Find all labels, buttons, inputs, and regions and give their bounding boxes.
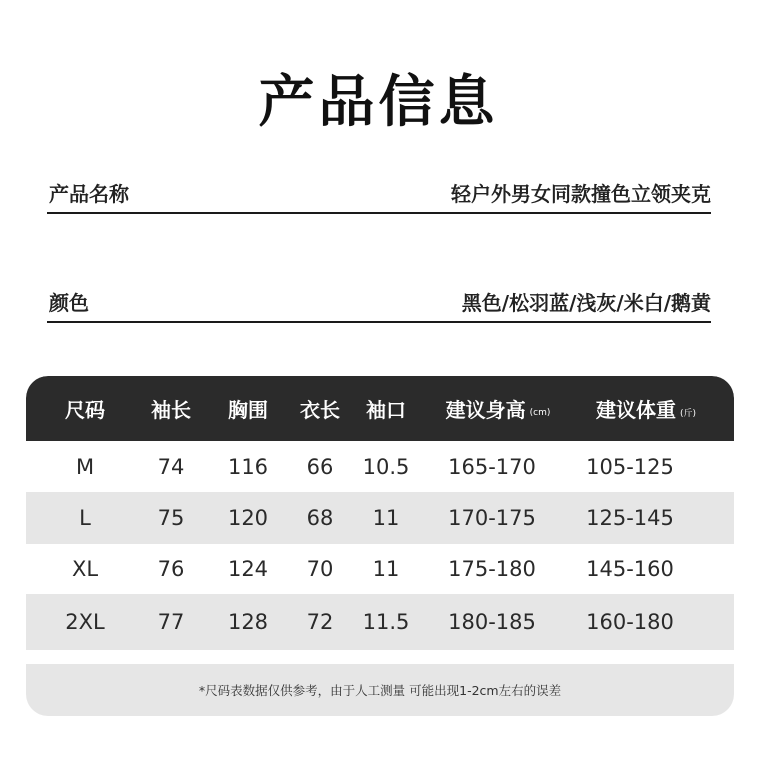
table-cell: 105-125 [586, 454, 674, 479]
table-cell: 128 [227, 610, 269, 634]
table-row [26, 441, 734, 492]
color-row [47, 285, 711, 323]
table-cell: 75 [157, 506, 185, 530]
table-spacer [26, 650, 734, 664]
table-cell: 76 [157, 557, 185, 581]
table-cell: 11 [372, 506, 400, 530]
header-cuff: 袖口 [366, 398, 406, 422]
table-cell: M [75, 454, 95, 479]
table-cell: 11.5 [362, 610, 410, 634]
header-length: 衣长 [300, 398, 340, 422]
header-height-label: 建议身高 [445, 398, 526, 422]
product-name-label: 产品名称 [49, 182, 129, 206]
table-cell: 180-185 [448, 610, 536, 634]
product-name-value: 轻户外男女同款撞色立领夹克 [451, 182, 711, 206]
header-height [418, 376, 578, 441]
color-value: 黑色/松羽蓝/浅灰/米白/鹅黄 [461, 291, 711, 315]
header-weight-label: 建议体重 [595, 398, 676, 422]
table-cell: L [79, 506, 91, 530]
table-row [26, 492, 734, 544]
table-row [26, 594, 734, 650]
color-label: 颜色 [49, 291, 89, 315]
table-cell: 165-170 [448, 454, 536, 479]
header-height-unit: (cm) [529, 407, 551, 418]
table-cell: 2XL [65, 610, 105, 634]
header-sleeve-length: 袖长 [151, 398, 191, 422]
header-chest: 胸围 [228, 398, 268, 422]
table-cell: 68 [306, 506, 334, 530]
size-table-header [26, 376, 734, 441]
table-cell: 77 [157, 610, 185, 634]
size-table-note: *尺码表数据仅供参考，由于人工测量 可能出现1-2cm左右的误差 [198, 683, 562, 698]
table-cell: 66 [306, 454, 334, 479]
table-cell: 11 [372, 557, 400, 581]
product-name-row [47, 176, 711, 214]
table-cell: 116 [227, 454, 269, 479]
table-cell: 160-180 [586, 610, 674, 634]
table-cell: 125-145 [586, 506, 674, 530]
table-cell: 72 [306, 610, 334, 634]
table-cell: 175-180 [448, 557, 536, 581]
table-cell: 145-160 [586, 557, 674, 581]
header-weight [566, 376, 726, 441]
table-cell: XL [71, 557, 99, 581]
table-cell: 74 [157, 454, 185, 479]
table-row [26, 544, 734, 594]
size-table [26, 376, 734, 716]
table-cell: 10.5 [362, 454, 410, 479]
table-cell: 170-175 [448, 506, 536, 530]
table-cell: 120 [227, 506, 269, 530]
header-weight-unit: (斤) [679, 409, 697, 419]
header-size: 尺码 [65, 398, 105, 422]
page-title: 产品信息 [258, 70, 499, 135]
table-cell: 124 [227, 557, 269, 581]
table-cell: 70 [306, 557, 334, 581]
